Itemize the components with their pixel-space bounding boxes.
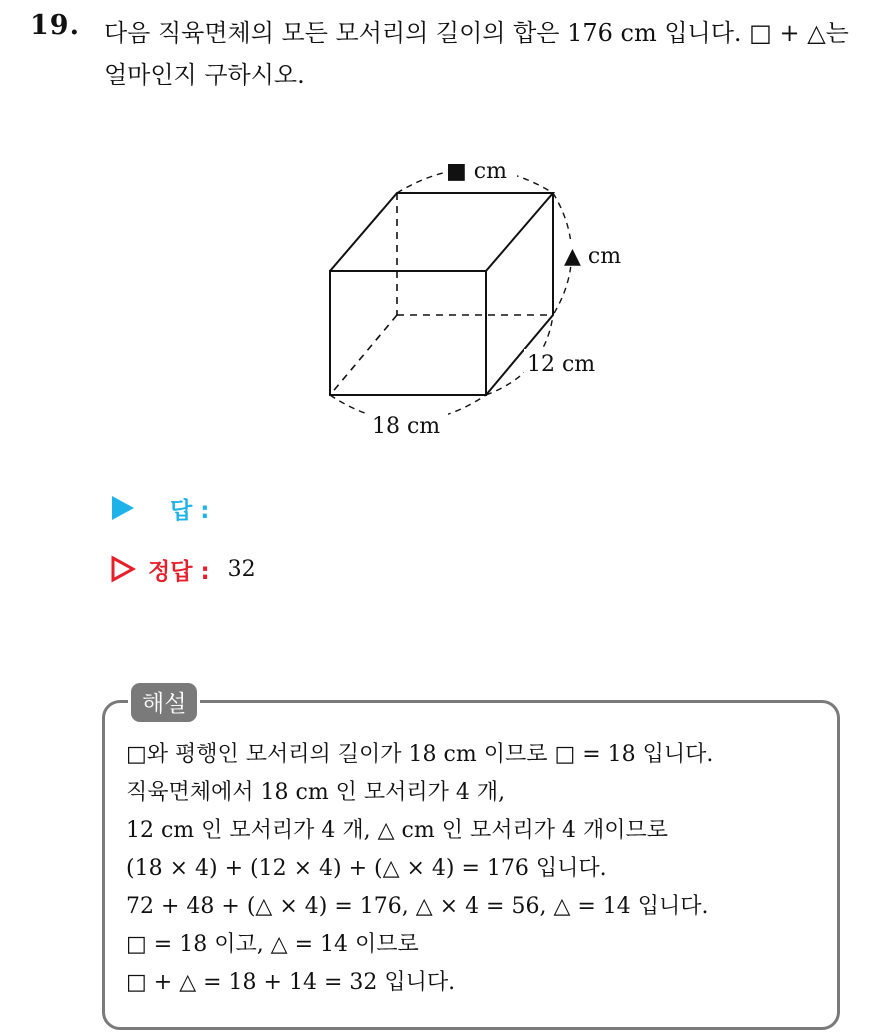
front-face bbox=[330, 271, 486, 395]
correct-answer-label: 정답 : bbox=[148, 558, 210, 585]
solution-line: (18 × 4) + (12 × 4) + (△ × 4) = 176 입니다. bbox=[126, 856, 607, 881]
top-face-edges bbox=[330, 193, 553, 271]
question-line: 얼마인지 구하시오. bbox=[104, 61, 305, 89]
question-number: 19. bbox=[30, 10, 80, 41]
correct-answer-row bbox=[110, 553, 256, 585]
answer-label: 답 : bbox=[170, 497, 210, 524]
solution-body bbox=[126, 736, 826, 1002]
answer-row bbox=[110, 492, 209, 524]
cuboid-figure bbox=[300, 145, 660, 445]
solution-tag: 해설 bbox=[128, 680, 200, 725]
solution-line: 12 cm 인 모서리가 4 개, △ cm 인 모서리가 4 개이므로 bbox=[126, 818, 668, 843]
outline-arrow-icon bbox=[110, 555, 136, 583]
play-arrow-icon bbox=[110, 494, 136, 522]
question-line: 다음 직육면체의 모든 모서리의 길이의 합은 176 cm 입니다. □ + △는 bbox=[104, 19, 849, 47]
label-depth: 12 cm bbox=[527, 352, 596, 377]
solution-line: □와 평행인 모서리의 길이가 18 cm 이므로 □ = 18 입니다. bbox=[126, 742, 714, 767]
solution-line: 직육면체에서 18 cm 인 모서리가 4 개, bbox=[126, 780, 506, 805]
label-top: ■ cm bbox=[446, 159, 507, 184]
solution-line: □ + △ = 18 + 14 = 32 입니다. bbox=[126, 970, 456, 995]
label-bottom: 18 cm bbox=[372, 414, 441, 439]
solution-line: □ = 18 이고, △ = 14 이므로 bbox=[126, 932, 419, 957]
solution-line: 72 + 48 + (△ × 4) = 176, △ × 4 = 56, △ = 14 입니다. bbox=[126, 894, 709, 919]
correct-answer-value: 32 bbox=[227, 556, 256, 582]
question-text bbox=[104, 12, 864, 96]
hidden-edge bbox=[330, 315, 397, 395]
label-right: ▲ cm bbox=[564, 244, 622, 269]
